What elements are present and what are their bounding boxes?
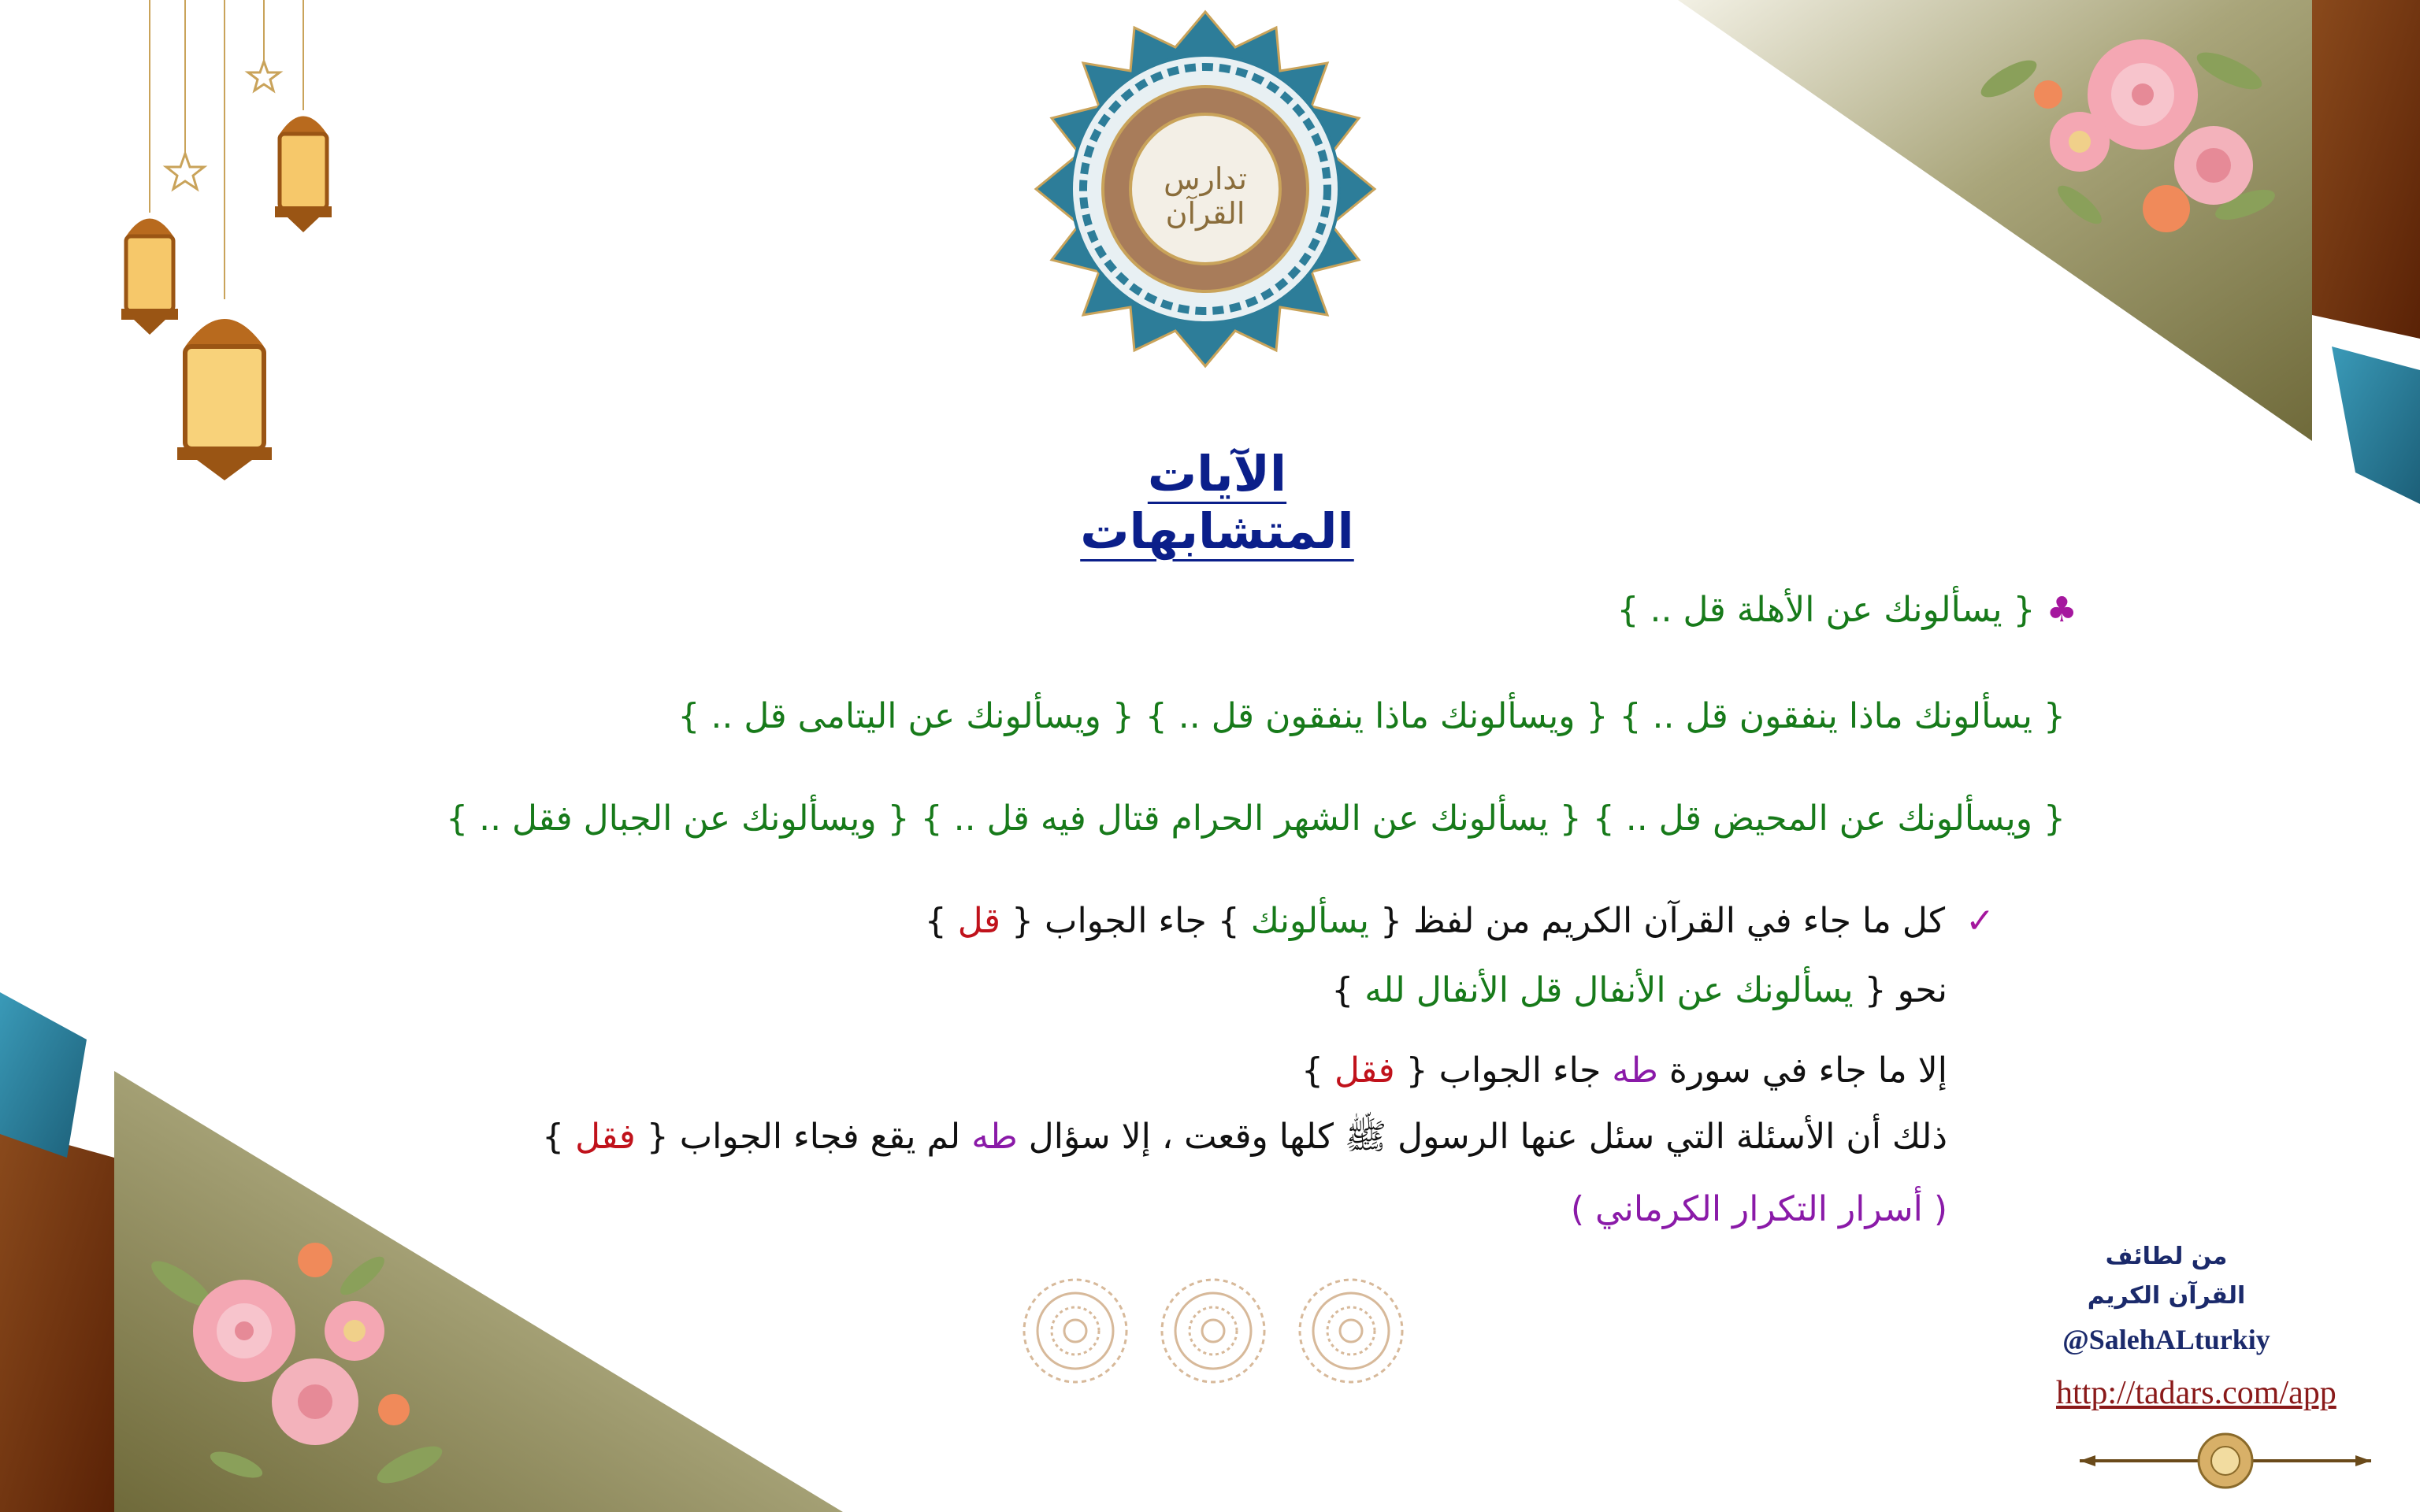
flowers-top-right <box>1962 8 2292 268</box>
note-line-3 <box>1301 1047 1947 1095</box>
credit-handle: @SalehALturkiy <box>2062 1324 2270 1355</box>
lantern-small-right <box>275 117 332 233</box>
note-l3-e: } <box>1301 1051 1334 1091</box>
note-l2-a: نحو { <box>1853 970 1947 1010</box>
note-l3-b: طه <box>1612 1051 1658 1091</box>
bottom-left-teal-shard <box>0 992 87 1158</box>
note-l3-a: إلا ما جاء في سورة <box>1657 1051 1947 1091</box>
note-l4-a: ذلك أن الأسئلة التي سئل عنها الرسول ﷺ كلها وقعت ، إلا سؤال <box>1017 1117 1947 1157</box>
verse-line-3: { ويسألونك عن المحيض قل .. } { يسألونك عن الشهر الحرام قتال فيه قل .. } { ويسألونك عن الجبال فقل .. } <box>446 799 2066 839</box>
note-l2-b: يسألونك عن الأنفال قل الأنفال لله <box>1364 970 1854 1010</box>
note-l1-a: كل ما جاء في القرآن الكريم من لفظ { <box>1369 901 1946 941</box>
verse-line-2: { يسألونك ماذا ينفقون قل .. } { ويسألونك ماذا ينفقون قل .. } { ويسألونك عن اليتامى قل .. } <box>677 696 2066 736</box>
credit-line-1: من لطائف <box>2105 1243 2228 1270</box>
ornament-rosette-3 <box>1300 1280 1402 1382</box>
note-l3-c: جاء الجواب { <box>1394 1051 1613 1091</box>
note-l1-b: يسألونك <box>1250 901 1370 941</box>
lantern-small-left <box>121 219 178 335</box>
ornament-rosette-2 <box>1162 1280 1264 1382</box>
top-right-brown-bar <box>2312 0 2420 339</box>
note-l2-c: } <box>1331 970 1365 1010</box>
note-line-4 <box>542 1114 1947 1161</box>
note-l1-d: قل <box>957 901 1001 941</box>
note-l3-d: فقل <box>1334 1051 1395 1091</box>
top-right-teal-shard <box>2332 346 2420 504</box>
note-line-1 <box>925 898 1995 945</box>
page-title: الآيات المتشابهات <box>1080 445 1354 560</box>
bottom-left-brown-bar <box>0 1126 114 1512</box>
lanterns-illustration <box>102 0 354 488</box>
credit-line-2: القرآن الكريم <box>2087 1282 2246 1310</box>
note-l4-e: } <box>542 1117 576 1157</box>
verse-line-1-text: { يسألونك عن الأهلة قل .. } <box>1616 590 2036 630</box>
note-l4-c: لم يقع فجاء الجواب { <box>635 1117 972 1157</box>
logo-calligraphy: تدارس القرآن <box>1164 161 1247 231</box>
check-mark-icon: ✓ <box>1965 901 1995 941</box>
ornament-row <box>1016 1272 1410 1390</box>
lantern-large <box>177 319 272 480</box>
note-l4-b: طه <box>971 1117 1018 1157</box>
source-citation: ( أسرار التكرار الكرماني ) <box>1570 1189 1947 1229</box>
verse-line-1 <box>1617 587 2077 634</box>
club-bullet-icon: ♣ <box>2046 590 2077 630</box>
note-l4-d: فقل <box>575 1117 636 1157</box>
note-l1-c: } جاء الجواب { <box>1000 901 1251 941</box>
note-line-2 <box>1331 967 1947 1014</box>
ornament-rosette-1 <box>1024 1280 1126 1382</box>
tadars-link[interactable]: http://tadars.com/app <box>2056 1375 2336 1411</box>
flowers-bottom-left <box>142 1228 473 1504</box>
note-l1-e: } <box>924 901 958 941</box>
divider-ornament <box>2072 1429 2379 1492</box>
